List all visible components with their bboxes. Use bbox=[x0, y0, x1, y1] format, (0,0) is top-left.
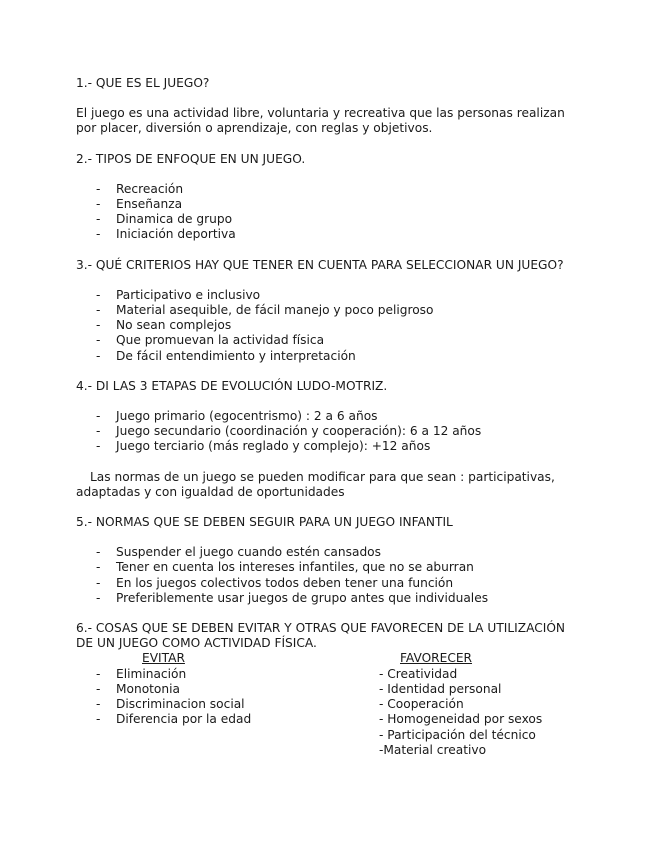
list-marker: - bbox=[96, 439, 101, 454]
list-marker: - bbox=[96, 575, 101, 590]
list-marker: - bbox=[96, 545, 101, 560]
list-marker: - bbox=[96, 666, 101, 681]
list-marker: - bbox=[96, 333, 101, 348]
list-item: - Diferencia por la edad bbox=[96, 712, 252, 727]
list-item: - Juego terciario (más reglado y complejo): +12 años bbox=[96, 439, 431, 454]
section-2-list bbox=[76, 182, 576, 243]
list-marker: - bbox=[96, 318, 101, 333]
list-item: - Participación del técnico bbox=[379, 727, 536, 742]
list-item: - Identidad personal bbox=[379, 681, 502, 696]
list-item: - Tener en cuenta los intereses infantiles, que no se aburran bbox=[96, 560, 474, 575]
list-marker: - bbox=[96, 409, 101, 424]
list-item: -Material creativo bbox=[379, 742, 487, 757]
section-1-heading: 1.- QUE ES EL JUEGO? bbox=[76, 76, 210, 90]
list-marker: - bbox=[96, 197, 101, 212]
list-marker: - bbox=[96, 681, 101, 696]
section-2-heading: 2.- TIPOS DE ENFOQUE EN UN JUEGO. bbox=[76, 151, 306, 166]
list-item: - Que promuevan la actividad física bbox=[96, 333, 325, 348]
section-5-list bbox=[76, 545, 576, 606]
list-item: - Discriminacion social bbox=[96, 697, 245, 712]
list-item: - Juego primario (egocentrismo) : 2 a 6 años bbox=[96, 409, 378, 424]
list-item: - Monotonia bbox=[96, 681, 180, 696]
list-item: - Creatividad bbox=[379, 666, 458, 681]
list-marker: - bbox=[96, 212, 101, 227]
list-item: - No sean complejos bbox=[96, 318, 232, 333]
list-marker: - bbox=[96, 424, 101, 439]
list-item: - Iniciación deportiva bbox=[96, 227, 236, 242]
list-item: - Enseñanza bbox=[96, 197, 183, 212]
section-4-heading: 4.- DI LAS 3 ETAPAS DE EVOLUCIÓN LUDO-MOTRIZ. bbox=[76, 378, 388, 393]
list-item: - Preferiblemente usar juegos de grupo antes que individuales bbox=[96, 590, 489, 605]
list-marker: - bbox=[96, 697, 101, 712]
list-item: - Recreación bbox=[96, 181, 184, 196]
avoid-title: EVITAR bbox=[142, 651, 185, 666]
list-marker: - bbox=[96, 348, 101, 363]
list-marker: - bbox=[96, 287, 101, 302]
list-item: - Eliminación bbox=[96, 666, 187, 681]
list-item: - De fácil entendimiento y interpretación bbox=[96, 348, 356, 363]
favor-column bbox=[379, 651, 579, 757]
section-1-text: El juego es una actividad libre, voluntaria y recreativa que las personas realizan por placer, diversión o aprendizaje, con reglas y objetivos. bbox=[76, 106, 565, 136]
avoid-favor-columns bbox=[76, 651, 576, 757]
list-marker: - bbox=[96, 590, 101, 605]
list-item: - Juego secundario (coordinación y cooperación): 6 a 12 años bbox=[96, 424, 482, 439]
list-item: - Homogeneidad por sexos bbox=[379, 712, 543, 727]
avoid-list bbox=[76, 667, 336, 728]
list-marker: - bbox=[96, 303, 101, 318]
section-5-heading: 5.- NORMAS QUE SE DEBEN SEGUIR PARA UN JUEGO INFANTIL bbox=[76, 515, 453, 530]
list-marker: - bbox=[96, 712, 101, 727]
section-6-heading: 6.- COSAS QUE SE DEBEN EVITAR Y OTRAS QUE FAVORECEN DE LA UTILIZACIÓN DE UN JUEGO COMO ACTIVIDAD FÍSICA. bbox=[76, 621, 566, 651]
favor-title: FAVORECER bbox=[400, 651, 473, 666]
list-marker: - bbox=[96, 227, 101, 242]
section-4-list bbox=[76, 409, 576, 455]
avoid-column bbox=[76, 651, 336, 727]
list-marker: - bbox=[96, 560, 101, 575]
section-3-list bbox=[76, 288, 576, 364]
list-item: - Suspender el juego cuando estén cansados bbox=[96, 545, 381, 560]
section-3-heading: 3.- QUÉ CRITERIOS HAY QUE TENER EN CUENTA PARA SELECCIONAR UN JUEGO? bbox=[76, 257, 564, 272]
section-4-note: Las normas de un juego se pueden modificar para que sean : participativas, adaptadas y con igualdad de oportunidades bbox=[76, 469, 555, 499]
document-page bbox=[76, 76, 576, 757]
list-item: - Material asequible, de fácil manejo y poco peligroso bbox=[96, 303, 434, 318]
list-marker: - bbox=[96, 181, 101, 196]
list-item: - Dinamica de grupo bbox=[96, 212, 233, 227]
list-item: - Participativo e inclusivo bbox=[96, 287, 261, 302]
list-item: - En los juegos colectivos todos deben tener una función bbox=[96, 575, 454, 590]
list-item: - Cooperación bbox=[379, 697, 464, 712]
favor-list bbox=[379, 667, 579, 758]
